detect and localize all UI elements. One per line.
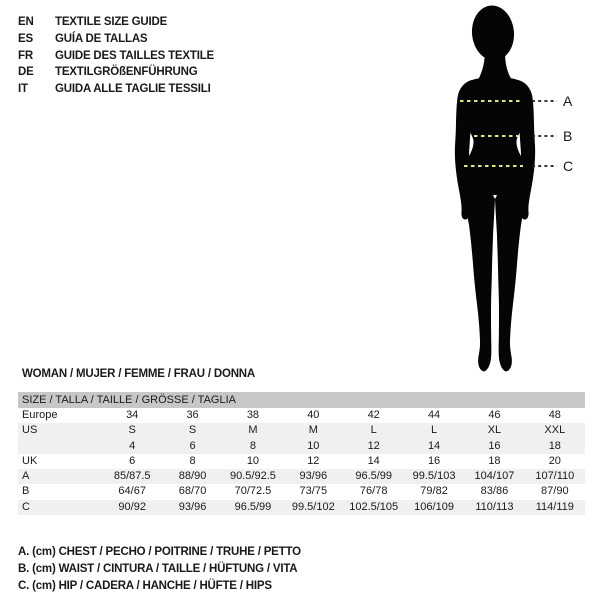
row-label: UK bbox=[22, 454, 38, 467]
language-label: GUIDE DES TAILLES TEXTILE bbox=[55, 49, 214, 62]
waist-label: B bbox=[563, 128, 573, 144]
size-table-row bbox=[18, 454, 585, 469]
size-cell: L bbox=[370, 424, 377, 437]
language-code: ES bbox=[18, 32, 33, 45]
silhouette-left-leg bbox=[462, 168, 495, 372]
size-cell: 106/109 bbox=[414, 500, 454, 513]
size-cell: 18 bbox=[548, 439, 561, 452]
size-cell: 90/92 bbox=[118, 500, 146, 513]
size-cell: 36 bbox=[186, 409, 199, 421]
size-cell: 12 bbox=[367, 439, 380, 452]
language-list bbox=[18, 14, 214, 98]
woman-silhouette bbox=[455, 4, 535, 372]
size-cell: 14 bbox=[367, 454, 380, 467]
size-cell: 16 bbox=[488, 439, 501, 452]
size-cell: 93/96 bbox=[178, 500, 207, 513]
size-cell: 93/96 bbox=[299, 470, 328, 483]
size-cell: XXL bbox=[544, 424, 566, 437]
size-cell: 10 bbox=[246, 454, 260, 467]
legend-line: A. (cm) CHEST / PECHO / POITRINE / TRUHE / PETTO bbox=[18, 546, 301, 558]
size-table-header: SIZE / TALLA / TAILLE / GRÖSSE / TAGLIA bbox=[18, 392, 585, 408]
language-row bbox=[18, 14, 214, 31]
size-cell: 73/75 bbox=[299, 485, 328, 498]
language-code: IT bbox=[18, 83, 28, 96]
size-cell: 110/113 bbox=[475, 500, 514, 513]
language-code: DE bbox=[18, 66, 34, 79]
size-cell: M bbox=[248, 424, 258, 437]
size-cell: 68/70 bbox=[178, 485, 207, 498]
language-label: GUÍA DE TALLAS bbox=[55, 32, 148, 45]
size-cell: 46 bbox=[488, 409, 501, 421]
size-cell: 99.5/102 bbox=[291, 500, 335, 513]
language-label: TEXTILGRÖßENFÜHRUNG bbox=[55, 66, 198, 79]
size-table-row bbox=[18, 423, 585, 438]
size-cell: 64/67 bbox=[118, 485, 146, 498]
size-cell: 10 bbox=[307, 439, 320, 452]
row-label: Europe bbox=[22, 409, 58, 421]
size-cell: S bbox=[188, 424, 197, 437]
silhouette-right-leg bbox=[495, 168, 528, 372]
row-label bbox=[18, 439, 102, 454]
row-label: C bbox=[22, 500, 30, 513]
language-label: TEXTILE SIZE GUIDE bbox=[55, 16, 168, 28]
row-label: A bbox=[22, 470, 30, 483]
size-table-row bbox=[18, 408, 585, 423]
size-cell: 79/82 bbox=[420, 485, 448, 498]
size-cell: 102.5/105 bbox=[349, 500, 399, 513]
measurement-letters bbox=[563, 93, 573, 174]
size-cell: 85/87.5 bbox=[113, 470, 151, 483]
size-table-row bbox=[18, 500, 585, 515]
size-cell: 8 bbox=[189, 454, 196, 467]
section-title: WOMAN / MUJER / FEMME / FRAU / DONNA bbox=[22, 368, 256, 380]
size-cell: M bbox=[308, 424, 318, 437]
size-cell: 6 bbox=[189, 439, 196, 452]
size-cell: 90.5/92.5 bbox=[230, 470, 276, 483]
legend-line: C. (cm) HIP / CADERA / HANCHE / HÜFTE / HIPS bbox=[18, 580, 272, 593]
language-row bbox=[18, 31, 214, 48]
language-label: GUIDA ALLE TAGLIE TESSILI bbox=[55, 83, 211, 96]
row-label: US bbox=[22, 424, 38, 437]
size-cell: 18 bbox=[488, 454, 501, 467]
hip-label: C bbox=[563, 158, 574, 174]
size-cell: 6 bbox=[129, 454, 136, 467]
size-cell: 70/72.5 bbox=[234, 485, 272, 498]
language-code: FR bbox=[18, 49, 33, 62]
measurement-legend bbox=[18, 544, 301, 596]
size-cell: 107/110 bbox=[535, 470, 575, 483]
size-table-row bbox=[18, 484, 585, 499]
size-table-header-row bbox=[18, 392, 585, 408]
language-code: EN bbox=[18, 16, 34, 28]
size-cell: 83/86 bbox=[480, 485, 509, 498]
size-table-row bbox=[18, 439, 585, 454]
size-cell: 48 bbox=[548, 409, 561, 421]
language-row bbox=[18, 48, 214, 65]
size-cell: 4 bbox=[129, 439, 136, 452]
legend-line: B. (cm) WAIST / CINTURA / TAILLE / HÜFTUNG / VITA bbox=[18, 563, 298, 576]
size-cell: XL bbox=[487, 424, 502, 437]
chest-label: A bbox=[563, 93, 573, 109]
language-row bbox=[18, 81, 214, 98]
size-cell: 8 bbox=[249, 439, 256, 452]
size-guide-figure bbox=[410, 0, 595, 380]
size-cell: 34 bbox=[126, 409, 139, 421]
size-cell: 42 bbox=[367, 409, 380, 421]
size-table-row bbox=[18, 469, 585, 484]
size-cell: 20 bbox=[548, 454, 561, 467]
size-cell: 96.5/99 bbox=[234, 500, 272, 513]
size-cell: 96.5/99 bbox=[355, 470, 393, 483]
size-cell: 88/90 bbox=[178, 470, 207, 483]
size-cell: S bbox=[128, 424, 136, 437]
size-cell: 87/90 bbox=[541, 485, 569, 498]
language-row bbox=[18, 64, 214, 81]
size-cell: 76/78 bbox=[359, 485, 388, 498]
row-label: B bbox=[22, 485, 30, 498]
size-cell: 38 bbox=[246, 409, 260, 421]
size-cell: 104/107 bbox=[474, 470, 515, 483]
size-cell: 44 bbox=[427, 409, 441, 421]
size-cell: 99.5/103 bbox=[412, 470, 456, 483]
size-cell: 16 bbox=[427, 454, 441, 467]
size-table bbox=[18, 392, 585, 515]
size-cell: 14 bbox=[427, 439, 441, 452]
size-cell: 114/119 bbox=[535, 500, 574, 513]
size-cell: 12 bbox=[307, 454, 320, 467]
size-cell: L bbox=[431, 424, 438, 437]
size-cell: 40 bbox=[307, 409, 320, 421]
